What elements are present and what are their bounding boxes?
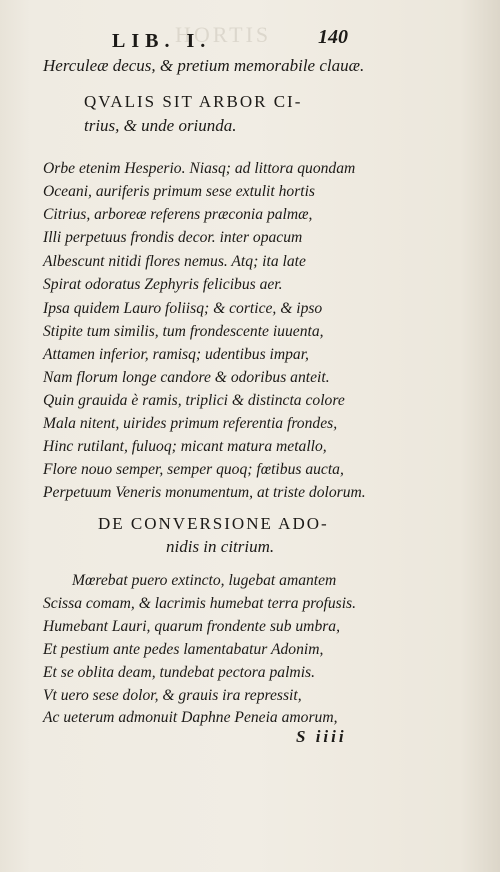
show-through-text: HORTIS xyxy=(175,22,272,47)
verse-line: Scissa comam, & lacrimis humebat terra profusis. xyxy=(43,595,357,612)
signature-mark: S iiii xyxy=(296,727,347,746)
running-title: LIB. I. xyxy=(112,30,212,52)
verse-line: Illi perpetuus frondis decor. inter opacum xyxy=(43,229,303,246)
verse-line: Mœrebat puero extincto, lugebat amantem xyxy=(72,572,337,589)
verse-line: Attamen inferior, ramisq; udentibus impar, xyxy=(43,346,309,363)
verse-line: Spirat odoratus Zephyris felicibus aer. xyxy=(43,276,283,293)
section1-heading-line2: trius, & unde oriunda. xyxy=(84,116,237,135)
verse-line: Ac ueterum admonuit Daphne Peneia amorum, xyxy=(43,709,338,726)
verse-line: Hinc rutilant, fuluoq; micant matura metallo, xyxy=(43,438,327,455)
verse-line: Nam florum longe candore & odoribus anteit. xyxy=(43,369,330,386)
verse-line: Vt uero sese dolor, & grauis ira repressit, xyxy=(43,687,302,704)
verse-line: Citrius, arboreæ referens præconia palmæ, xyxy=(43,206,313,223)
verse-line: Perpetuum Veneris monumentum, at triste dolorum. xyxy=(43,484,366,501)
verse-line: Albescunt nitidi flores nemus. Atq; ita late xyxy=(43,253,306,270)
carryover-verse: Herculeæ decus, & pretium memorabile clauæ. xyxy=(43,56,365,75)
verse-line: Et pestium ante pedes lamentabatur Adonim, xyxy=(43,641,324,658)
verse-line: Mala nitent, uirides primum referentia frondes, xyxy=(43,415,338,432)
section1-heading-line1: QVALIS SIT ARBOR CI- xyxy=(84,92,303,111)
section2-heading-line2: nidis in citrium. xyxy=(166,537,275,556)
folio-number: 140 xyxy=(318,26,348,48)
verse-line: Humebant Lauri, quarum frondente sub umbra, xyxy=(43,618,341,635)
verse-line: Oceani, auriferis primum sese extulit hortis xyxy=(43,183,315,200)
section2-heading-line1: DE CONVERSIONE ADO- xyxy=(98,514,329,533)
verse-line: Flore nouo semper, semper quoq; fœtibus aucta, xyxy=(43,461,344,478)
verse-line: Orbe etenim Hesperio. Niasq; ad littora quondam xyxy=(43,160,356,177)
verse-line: Stipite tum similis, tum frondescente iuuenta, xyxy=(43,323,324,340)
verse-line: Ipsa quidem Lauro foliisq; & cortice, & ipso xyxy=(43,300,323,317)
verse-line: Et se oblita deam, tundebat pectora palmis. xyxy=(43,664,315,681)
verse-line: Quin grauida è ramis, triplici & distincta colore xyxy=(43,392,345,409)
